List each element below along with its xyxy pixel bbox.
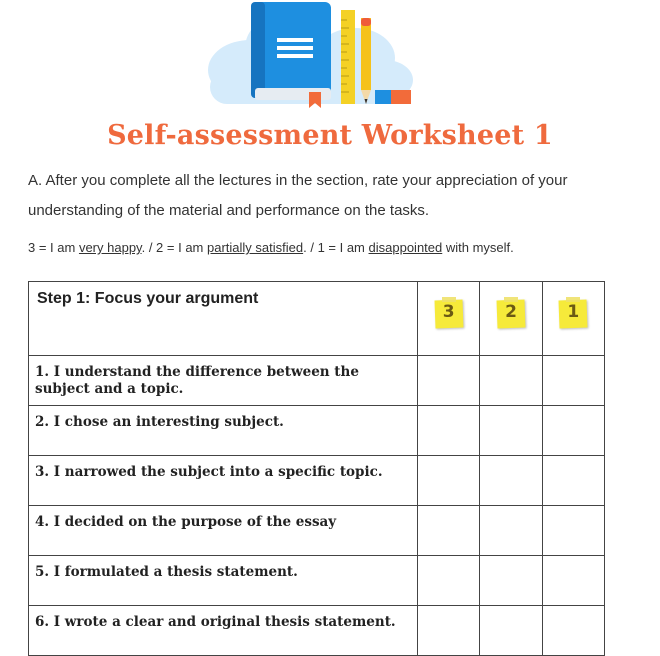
rating-scale-legend [28, 240, 648, 255]
item-text: 3. I narrowed the subject into a specific topic. [35, 464, 383, 480]
rating-cell-2[interactable] [480, 356, 542, 406]
rating-cell-3[interactable] [418, 606, 480, 656]
rating-header-2 [480, 282, 542, 356]
item-text: 4. I decided on the purpose of the essay [35, 514, 337, 530]
instructions [28, 166, 628, 226]
rating-cell-1[interactable] [542, 456, 604, 506]
rating-cell-2[interactable] [480, 406, 542, 456]
scale-3-suffix: . / [141, 240, 157, 255]
rating-cell-2[interactable] [480, 456, 542, 506]
rating-cell-2[interactable] [480, 606, 542, 656]
book-ruler-pencil-icon [205, 0, 415, 110]
step-title-cell [29, 282, 418, 356]
rating-cell-3[interactable] [418, 456, 480, 506]
rating-cell-3[interactable] [418, 356, 480, 406]
rating-header-1 [542, 282, 604, 356]
page-title: Self-assessment Worksheet 1 [107, 120, 553, 151]
table-row [29, 356, 605, 406]
rating-cell-3[interactable] [418, 556, 480, 606]
header-illustration [205, 0, 415, 110]
table-row [29, 506, 605, 556]
item-text: 1. I understand the difference between the subject and a topic. [35, 364, 359, 397]
rating-label-2: 2 [505, 302, 517, 322]
rating-header-3 [418, 282, 480, 356]
scale-1-prefix: 1 = I am [317, 240, 369, 255]
rating-cell-2[interactable] [480, 556, 542, 606]
rating-cell-1[interactable] [542, 406, 604, 456]
scale-1-emphasis: disappointed [368, 240, 443, 255]
scale-2-prefix: 2 = I am [156, 240, 207, 255]
rating-cell-1[interactable] [542, 556, 604, 606]
sticky-note-icon [435, 298, 463, 328]
step-title: Step 1: Focus your argument [37, 290, 259, 307]
sticky-note-icon [497, 298, 525, 328]
scale-2-emphasis: partially satisfied [207, 240, 304, 255]
rating-cell-1[interactable] [542, 356, 604, 406]
rating-cell-2[interactable] [480, 506, 542, 556]
table-header-row [29, 282, 605, 356]
table-row [29, 606, 605, 656]
rating-label-3: 3 [442, 302, 455, 322]
rating-label-1: 1 [567, 302, 580, 322]
instructions-line-2: understanding of the material and performance on the tasks. [28, 202, 430, 219]
self-assessment-table [28, 281, 605, 656]
rating-cell-3[interactable] [418, 506, 480, 556]
table-row [29, 456, 605, 506]
rating-cell-1[interactable] [542, 506, 604, 556]
table-row [29, 406, 605, 456]
rating-cell-1[interactable] [542, 606, 604, 656]
scale-1-suffix: with myself. [442, 240, 514, 255]
table-row [29, 556, 605, 606]
scale-3-prefix: 3 = I am [28, 240, 79, 255]
rating-cell-3[interactable] [418, 406, 480, 456]
scale-2-suffix: . / [303, 240, 318, 255]
sticky-note-icon [559, 298, 587, 328]
scale-3-emphasis: very happy [78, 240, 142, 255]
item-text: 6. I wrote a clear and original thesis statement. [35, 614, 396, 630]
instructions-line-1: A. After you complete all the lectures in the section, rate your appreciation of your [28, 172, 568, 189]
item-text: 5. I formulated a thesis statement. [35, 564, 298, 580]
item-text: 2. I chose an interesting subject. [35, 414, 284, 430]
